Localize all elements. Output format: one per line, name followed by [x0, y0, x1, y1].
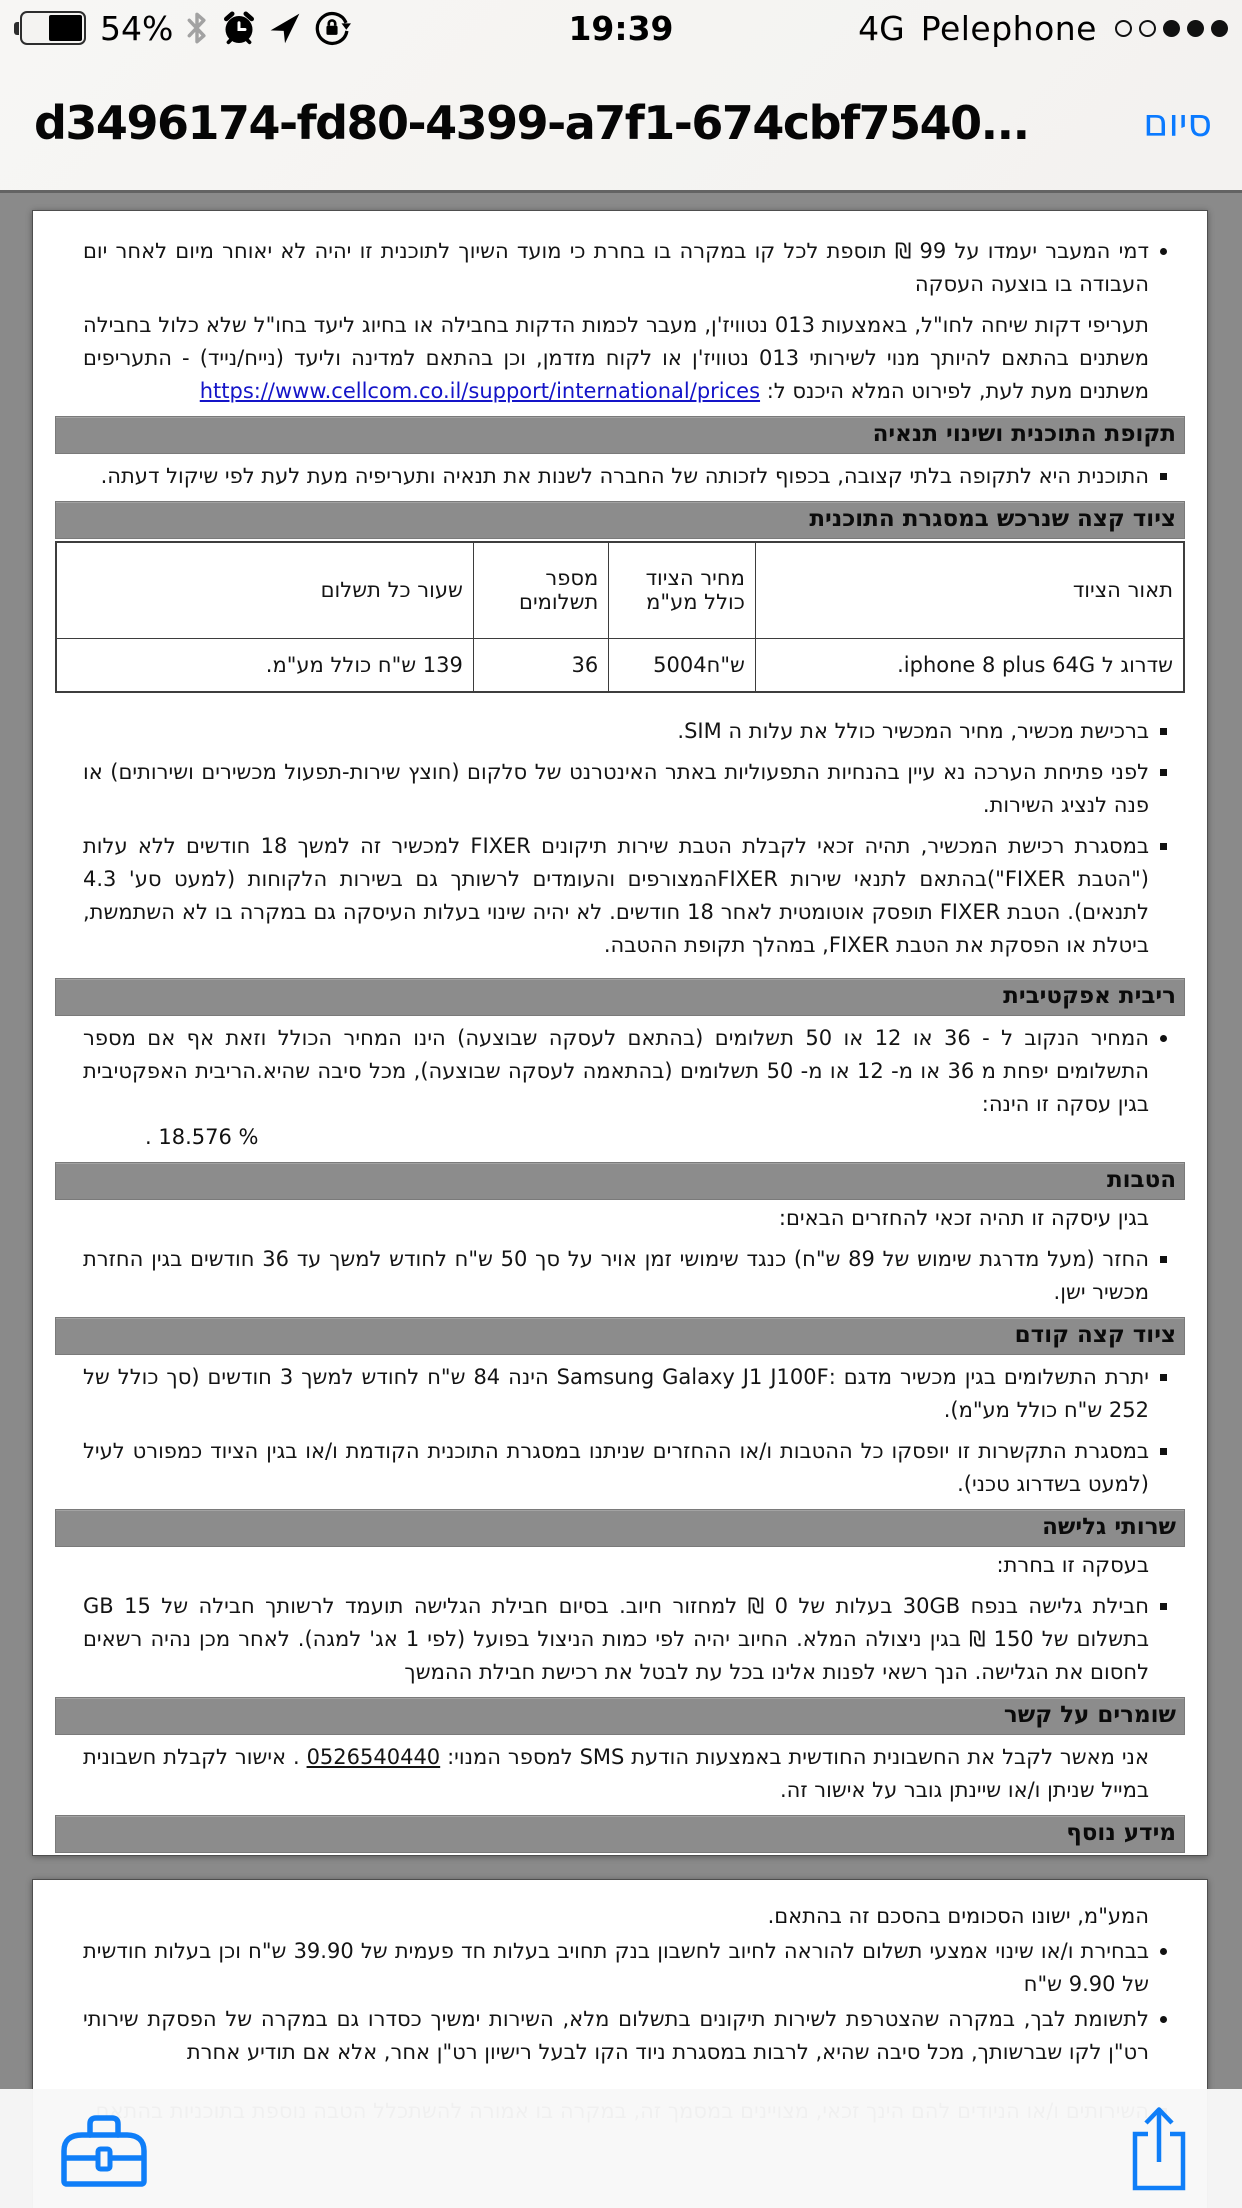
cell-per-payment: 139 ש"ח כולל מע"מ.: [56, 638, 473, 692]
col-header-payments: מספר תשלומים: [473, 542, 608, 638]
paragraph-international-rates: תעריפי דקות שיחה לחו"ל, באמצעות 013 נטוויז'ן, מעבר לכמות הדקות בחבילה או בחיוג ליעד בחו"ל שלא כלול בחבילה משתנים בהתאם להיותך מנוי לשירותי 013 נטוויז'ן או לקוח מזדמן, וכן בהתאם למדינה וליעד (נייח/נייד) - התעריפים משתנים מעת לעת, לפירוט המלא היכנס ל: https://www.cellcom.co.il/support/international/prices: [83, 313, 1149, 403]
share-icon[interactable]: [1128, 2104, 1190, 2194]
bullet-marker: [1149, 1361, 1177, 1427]
bullet-data-package: חבילת גלישה בנפח 30GB בעלות של 0 ₪ למחזור חיוב. בסיום חבילת הגלישה תועמד לרשותך חבילה של 15 GB בתשלום של 150 ₪ בגין ניצולה המלא. החיוב יהיה לפי כמות הניצול בפועל (לפי 1 אג' למגה). לאחר מכן נהיה רשאים לחסום את הגלישה. הנך רשאי לפנות אלינו בכל עת לבטל את רכישת חבילת ההמשך: [83, 1590, 1177, 1689]
bullet-repair-service-note: לתשומת לבך, במקרה שהצטרפת לשירות תיקונים בתשלום מלא, השירות ימשיך כסדרו גם במקרה של הפסקת שירותי רט"ן לקו שברשותך, מכל סיבה שהיא, לרבות במסגרת ניוד הקו לבעל רישיון רט"ן אחר, אלא אם תודיע אחרת: [83, 2003, 1177, 2069]
document-viewer[interactable]: [0, 190, 1242, 2208]
network-type: 4G: [858, 8, 905, 48]
paragraph-sms-invoice: אני מאשר לקבל את החשבונית החודשית באמצעות הודעת SMS למספר המנוי: 0526540440 . אישור לקבלת חשבונית במייל שניתן ו/או שיינתן גובר על אישור זה.: [83, 1745, 1149, 1802]
bullet-bank-charge: בבחירת ו/או שינוי אמצעי תשלום להוראה לחיוב לחשבון בנק תחויב בעלות חד פעמית של 39.90 ש"ח וכן בעלות חודשית של 9.90 ש"ח: [83, 1935, 1177, 2001]
cellcom-prices-link[interactable]: https://www.cellcom.co.il/support/international/prices: [199, 379, 761, 403]
bullet-marker: [1149, 1435, 1177, 1501]
table-row: [56, 638, 1184, 692]
bullet-fixer-benefit: במסגרת רכישת המכשיר, תהיה זכאי לקבלת הטבת שירות תיקונים FIXER למכשיר זה למשך 18 חודשים ללא עלות ("הטבת FIXER")בהתאם לתנאי שירות FIXERהמצורפים והעומדים לרשותך גם בשירות הלקוחות (למעט סע' 4.3 לתנאים). הטבת FIXER תופסק אוטומטית לאחר 18 חודשים. לא יהיה שינוי בעלות העיסקה גם במקרה בו לא השתמשת, ביטלת או הפסקת את הטבת FIXER, במהלך תקופת ההטבה.: [83, 830, 1177, 962]
cell-payments-count: 36: [473, 638, 608, 692]
bullet-sim-cost: ברכישת מכשיר, מחיר המכשיר כולל את עלות ה SIM.: [83, 715, 1177, 748]
section-header-previous-equipment: ציוד קצה קודם: [55, 1317, 1185, 1355]
effective-interest-rate: . 18.576 %: [145, 1125, 259, 1149]
bullet-marker: [1149, 460, 1177, 493]
bullet-marker: [1149, 235, 1177, 301]
rotation-lock-icon: [313, 9, 351, 47]
section-header-plan-period: תקופת התוכנית ושינוי תנאיה: [55, 416, 1185, 454]
col-header-per-payment: שעור כל תשלום: [56, 542, 473, 638]
table-header-row: [56, 542, 1184, 638]
toolbox-icon[interactable]: [56, 2109, 152, 2189]
status-bar: [0, 0, 1242, 56]
alarm-clock-icon: [221, 10, 257, 46]
col-header-price: מחיר הציוד כולל מע"מ: [609, 542, 756, 638]
section-header-keeping-in-touch: שומרים על קשר: [55, 1697, 1185, 1735]
section-header-data-services: שרותי גלישה: [55, 1509, 1185, 1547]
bluetooth-icon: [185, 10, 209, 46]
pdf-page-1: [32, 210, 1208, 1856]
carrier-name: Pelephone: [920, 8, 1097, 48]
navigation-bar: [0, 56, 1242, 190]
bullet-marker: [1149, 1935, 1177, 2001]
section-header-effective-interest: ריבית אפקטיבית: [55, 978, 1185, 1016]
cell-device-description: שדרוג ל iphone 8 plus 64G.: [755, 638, 1184, 692]
bullet-plan-unlimited: התוכנית היא לתקופה בלתי קצובה, בכפוף לזכותה של החברה לשנות את תנאיה ותעריפיה מעת לעת לפי שיקול דעתה.: [83, 460, 1177, 493]
bullet-kit-instructions: לפני פתיחת הערכה נא עיין בהנחיות התפעוליות באתר האינטרנט של סלקום (חוצץ שירות-תפעול מכשירים ושירותים) או פנה לנציג השירות.: [83, 756, 1177, 822]
signal-strength-dots: [1115, 20, 1228, 37]
benefits-intro-line: בגין עיסקה זו תהיה זכאי להחזרים הבאים:: [778, 1206, 1149, 1230]
cell-device-price: 5004ש"ח: [609, 638, 756, 692]
subscriber-phone-number: 0526540440: [306, 1745, 441, 1769]
section-header-additional-info: מידע נוסף: [55, 1815, 1185, 1853]
bullet-marker: [1149, 2003, 1177, 2069]
battery-icon: [14, 11, 86, 45]
done-button[interactable]: סיום: [1143, 101, 1212, 145]
section-header-equipment: ציוד קצה שנרכש במסגרת התוכנית: [55, 501, 1185, 539]
bullet-marker: [1149, 1590, 1177, 1689]
section-header-benefits: הטבות: [55, 1162, 1185, 1200]
battery-percent: 54%: [100, 8, 174, 48]
bullet-marker: [1149, 756, 1177, 822]
col-header-description: תאור הציוד: [755, 542, 1184, 638]
bullet-refund-old-device: החזר (מעל מדרגת שימוש של 89 ש"ח) כנגד שימושי זמן אויר על סך 50 ש"ח לחודש למשך עד 36 חודשים בגין החזרת מכשיר ישן.: [83, 1243, 1177, 1309]
bullet-effective-interest: המחיר הנקוב ל - 36 או 12 או 50 תשלומים (בהתאם לעסקה שבוצעה) הינו המחיר הכולל וזאת אף אם מספר התשלומים יפחת מ 36 או מ- 12 או מ- 50 תשלומים (בהתאמה לעסקה שבוצעה), מכל סיבה שהיא.הריבית האפקטיבית בגין עסקה זו הינה:: [83, 1022, 1177, 1121]
document-title: d3496174-fd80-4399-a7f1-674cbf7540...: [34, 96, 1029, 150]
bullet-marker: [1149, 1022, 1177, 1121]
status-time: 19:39: [568, 8, 674, 48]
bullet-marker: [1149, 1243, 1177, 1309]
bottom-toolbar: [0, 2089, 1242, 2208]
location-arrow-icon: [269, 12, 301, 44]
equipment-table: [55, 541, 1185, 693]
bullet-marker: [1149, 830, 1177, 962]
bullet-transfer-fee: דמי המעבר יעמדו על 99 ₪ תוספת לכל קו במקרה בו בחרת כי מועד השיוך לתוכנית זו יהיה לא יאוחר מיום לאחר יום העבודה בו בוצעה העסקה: [83, 235, 1177, 301]
bullet-marker: [1149, 715, 1177, 748]
bullet-previous-balance: יתרת התשלומים בגין מכשיר מדגם :Samsung Galaxy J1 J100F הינה 84 ש"ח לחודש למשך 3 חודשים (סך כולל של 252 ש"ח כולל מע"מ).: [83, 1361, 1177, 1427]
line-vat-continuation: המע"מ, ישונו הסכומים בהסכם זה בהתאם.: [767, 1904, 1149, 1928]
bullet-previous-benefits-stop: במסגרת התקשרות זו יופסקו כל ההטבות ו/או ההחזרים שניתנו במסגרת התוכנית הקודמת ו/או בגין הציוד כמפורט לעיל (למעט בשדרוג טכני).: [83, 1435, 1177, 1501]
data-services-intro-line: בעסקה זו בחרת:: [996, 1553, 1149, 1577]
